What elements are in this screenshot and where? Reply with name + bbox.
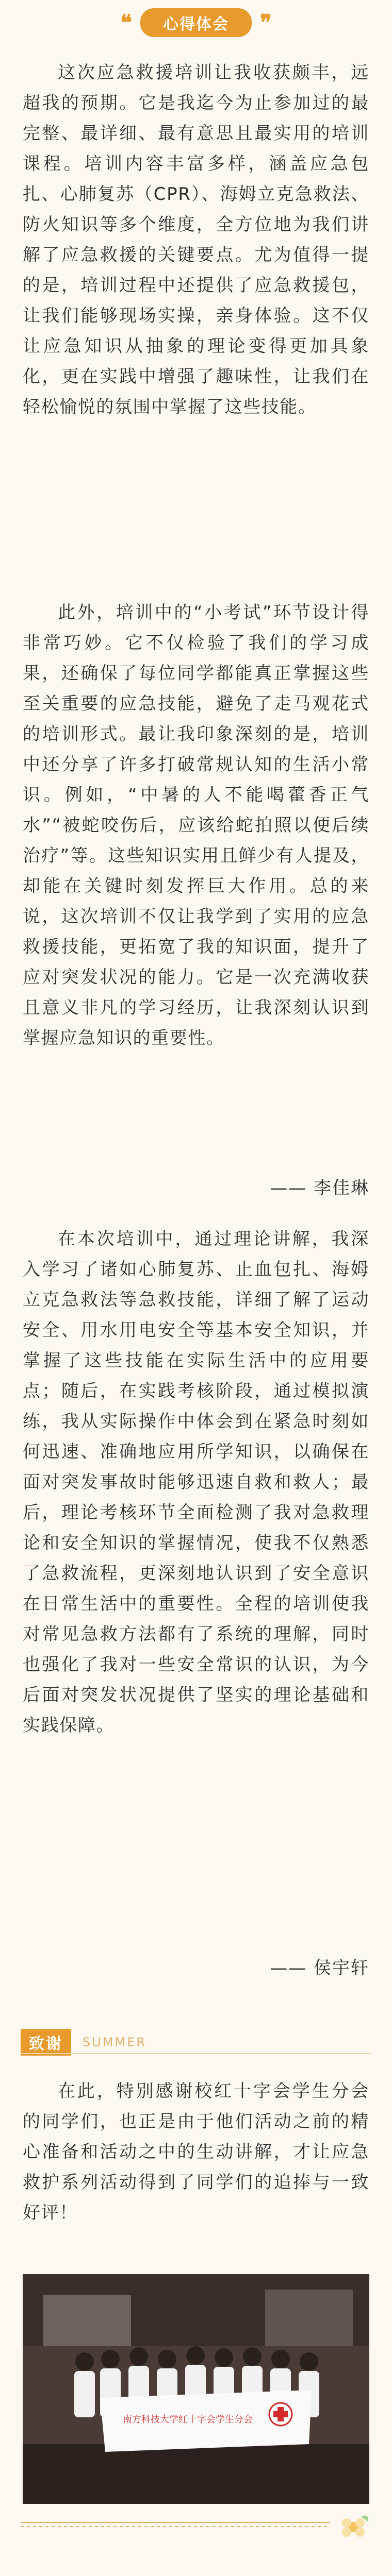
thanks-english: SUMMER [83, 2035, 147, 2049]
thanks-paragraph: 在此，特别感谢校红十字会学生分会的同学们，也正是由于他们活动之前的精心准备和活动之中的生动讲解，才让应急救护系列活动得到了同学们的追捧与一致好评！ [23, 2081, 369, 2223]
section-heading [108, 9, 284, 36]
divider [21, 2053, 371, 2054]
group-photo [23, 2274, 369, 2504]
paragraph-2: 此外，培训中的“小考试”环节设计得非常巧妙。它不仅检验了我们的学习成果，还确保了每位同学都能真正掌握这些至关重要的应急技能，避免了走马观花式的培训形式。最让我印象深刻的是，培训中还分享了许多打破常规认知的生活小常识。例如，“中暑的人不能喝藿香正气水”“被蛇咬伤后，应该给蛇拍照以便后续治疗”等。这些知识实用且鲜少有人提及，却能在关键时刻发挥巨大作用。总的来说，这次培训不仅让我学到了实用的应急救援技能，更拓宽了我的知识面，提升了应对突发状况的能力。它是一次充满收获且意义非凡的学习经历，让我深刻认识到掌握应急知识的重要性。 [23, 602, 369, 1048]
quote-left-icon: ❝ [120, 10, 132, 35]
signature-1: —— 李佳琳 [270, 1178, 369, 1198]
flower-icon [335, 2512, 371, 2543]
group-photo-illustration [23, 2274, 369, 2504]
decorative-lines [21, 2519, 330, 2530]
paragraph-1: 这次应急救援培训让我收获颇丰，远超我的预期。它是我迄今为止参加过的最完整、最详细、最有意思且最实用的培训课程。培训内容丰富多样，涵盖应急包扎、心肺复苏（CPR）、海姆立克急救法、防火知识等多个维度，全方位地为我们讲解了应急救援的关键要点。尤为值得一提的是，培训过程中还提供了应急救援包，让我们能够现场实操，亲身体验。这不仅让应急知识从抽象的理论变得更加具象化，更在实践中增强了趣味性，让我们在轻松愉悦的氛围中掌握了这些技能。 [23, 62, 369, 417]
thanks-tag: 致谢 [21, 2029, 71, 2056]
paragraph-3: 在本次培训中，通过理论讲解，我深入学习了诸如心肺复苏、止血包扎、海姆立克急救法等急救技能，详细了解了运动安全、用水用电安全等基本安全知识，并掌握了这些技能在实际生活中的应用要点；随后，在实践考核阶段，通过模拟演练，我从实际操作中体会到在紧急时刻如何迅速、准确地应用所学知识，以确保在面对突发事故时能够迅速自救和救人；最后，理论考核环节全面检测了我对急救理论和安全知识的掌握情况，使我不仅熟悉了急救流程，更深刻地认识到了安全意识在日常生活中的重要性。全程的培训使我对常见急救方法都有了系统的理解，同时也强化了我对一些安全常识的认识，为今后面对突发状况提供了坚实的理论基础和实践保障。 [23, 1229, 369, 1736]
thanks-header [21, 2029, 146, 2056]
quote-right-icon: ❞ [260, 10, 272, 35]
section-title: 心得体会 [140, 8, 252, 37]
signature-2: —— 侯宇轩 [270, 1958, 369, 1978]
banner-text: 南方科技大学红十字会学生分会 [123, 2414, 253, 2425]
